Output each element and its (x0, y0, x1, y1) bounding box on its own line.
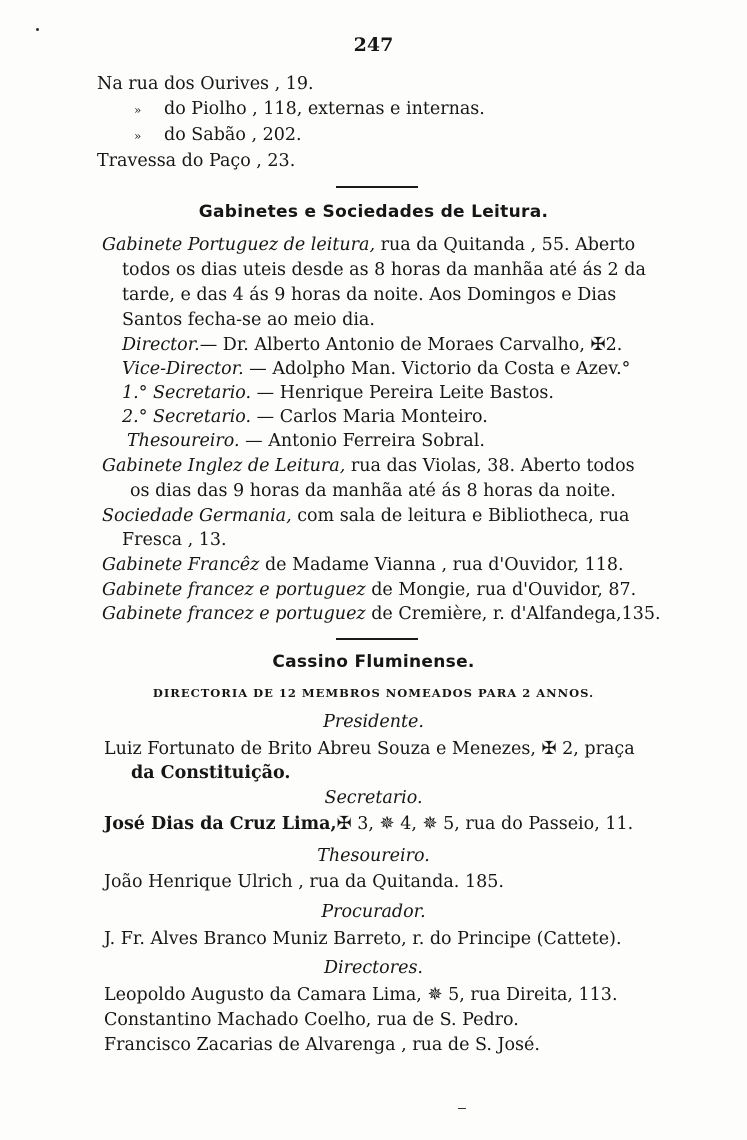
presidente-line: da Constituição. (131, 763, 291, 783)
officer-line: Thesoureiro. — Antonio Ferreira Sobral. (127, 431, 485, 451)
entry-line: Gabinete francez e portuguez de Cremière, r. d'Alfandega,135. (102, 604, 661, 624)
street-line (134, 124, 302, 147)
entry-line: Gabinete Inglez de Leitura, rua das Violas, 38. Aberto todos (102, 456, 635, 476)
entry-line: Gabinete Francêz de Madame Vianna , rua d'Ouvidor, 118. (102, 555, 624, 575)
street-line (134, 98, 485, 121)
officer-line: Vice-Director. — Adolpho Man. Victorio da Costa e Azev.° (122, 359, 631, 379)
ink-speck (36, 28, 39, 31)
entry-line: todos os dias uteis desde as 8 horas da manhãa até ás 2 da (122, 260, 646, 280)
entry-name: Gabinete Inglez de Leitura, (102, 456, 346, 476)
section-rule (336, 186, 418, 188)
cassino-heading: Cassino Fluminense. (272, 652, 475, 672)
secretario-title: Secretario. (324, 788, 423, 808)
thesoureiro-title: Thesoureiro. (317, 846, 430, 866)
star-icon: ✵ (379, 813, 395, 834)
street-text: do Piolho , 118, externas e internas. (164, 99, 485, 119)
entry-line: Sociedade Germania, com sala de leitura e Bibliotheca, rua (102, 506, 630, 526)
director-line: Francisco Zacarias de Alvarenga , rua de S. José. (104, 1035, 540, 1055)
officer-role: Director. (122, 335, 200, 355)
officer-line: Director.— Dr. Alberto Antonio de Moraes Carvalho, ✠2. (122, 334, 623, 355)
officer-role: 1.° Secretario. (122, 383, 252, 403)
star-icon: ✵ (427, 984, 443, 1005)
directores-title: Directores. (324, 958, 423, 978)
entry-name: Sociedade Germania, (102, 506, 292, 526)
entry-line: Fresca , 13. (122, 530, 227, 550)
entry-name: Gabinete francez e portuguez (102, 604, 366, 624)
page-number: 247 (353, 34, 394, 56)
presidente-line: Luiz Fortunato de Brito Abreu Souza e Menezes, ✠ 2, praça (104, 738, 635, 759)
procurador-title: Procurador. (321, 902, 426, 922)
entry-line: os dias das 9 horas da manhãa até ás 8 horas da noite. (130, 481, 616, 501)
entry-name: Gabinete Portuguez de leitura, (102, 235, 376, 255)
directoria-line: DIRECTORIA DE 12 MEMBROS NOMEADOS PARA 2 ANNOS. (152, 686, 595, 700)
entry-name: Gabinete francez e portuguez (102, 580, 366, 600)
director-line: Leopoldo Augusto da Camara Lima, ✵ 5, rua Direita, 113. (104, 984, 618, 1005)
officer-role: Thesoureiro. (127, 431, 240, 451)
street-text: do Sabão , 202. (164, 125, 302, 145)
presidente-title: Presidente. (323, 712, 424, 732)
thesoureiro-line: João Henrique Ulrich , rua da Quitanda. 185. (104, 872, 504, 892)
entry-line: Gabinete francez e portuguez de Mongie, rua d'Ouvidor, 87. (102, 580, 637, 600)
star-icon: ✵ (422, 813, 438, 834)
street-line: Na rua dos Ourives , 19. (97, 74, 314, 94)
cross-icon: ✠ (590, 334, 606, 355)
director-line: Constantino Machado Coelho, rua de S. Pedro. (104, 1010, 519, 1030)
officer-role: 2.° Secretario. (122, 407, 252, 427)
entry-name: Gabinete Francêz (102, 555, 260, 575)
secretario-line: José Dias da Cruz Lima,✠ 3, ✵ 4, ✵ 5, rua do Passeio, 11. (104, 813, 634, 834)
ink-speck (458, 1108, 466, 1109)
ditto-mark: » (134, 103, 142, 117)
gabinetes-heading: Gabinetes e Sociedades de Leitura. (198, 202, 549, 222)
entry-line: Santos fecha-se ao meio dia. (122, 310, 375, 330)
cross-icon: ✠ (541, 738, 557, 759)
entry-line: tarde, e das 4 ás 9 horas da noite. Aos Domingos e Dias (122, 285, 617, 305)
ditto-mark: » (134, 129, 142, 143)
officer-line: 1.° Secretario. — Henrique Pereira Leite Bastos. (122, 383, 554, 403)
cross-icon: ✠ (336, 813, 352, 834)
procurador-line: J. Fr. Alves Branco Muniz Barreto, r. do Principe (Cattete). (104, 929, 622, 949)
officer-line: 2.° Secretario. — Carlos Maria Monteiro. (122, 407, 488, 427)
street-line: Travessa do Paço , 23. (97, 151, 296, 171)
entry-line: Gabinete Portuguez de leitura, rua da Quitanda , 55. Aberto (102, 235, 636, 255)
section-rule (336, 638, 418, 640)
officer-role: Vice-Director. (122, 359, 244, 379)
